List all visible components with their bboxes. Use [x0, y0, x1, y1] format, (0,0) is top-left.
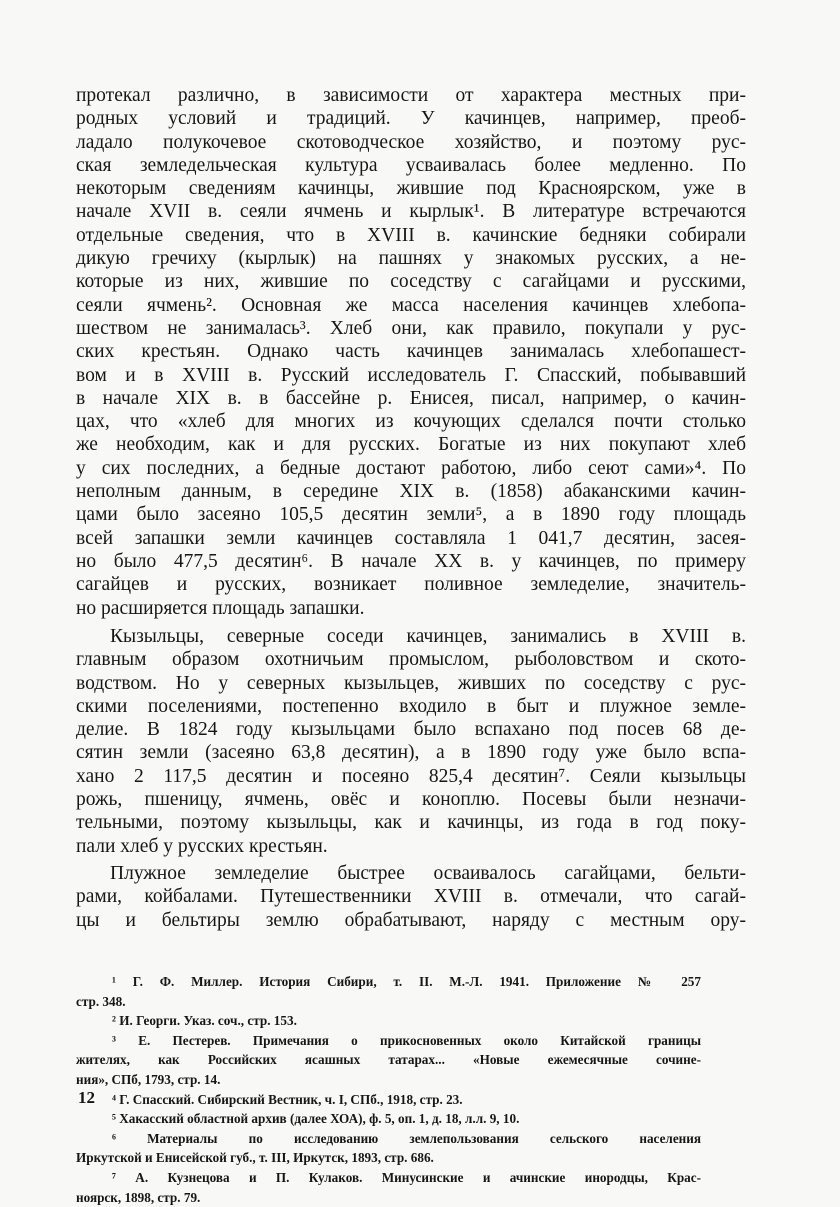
text-line: всей запашки земли качинцев составляла 1 041,7 десятин, засея- [76, 527, 746, 549]
footnote-2: ² И. Георги. Указ. соч., стр. 153. [112, 1013, 297, 1029]
text-line: рами, койбалами. Путешественники XVIII в. отмечали, что сагай- [76, 886, 746, 908]
text-line: ладало полукочевое скотоводческое хозяйство, и поэтому рус- [76, 131, 746, 153]
text-line: неполным данным, в середине XIX в. (1858) абаканскими качин- [76, 481, 746, 503]
text-line: главным образом охотничьим промыслом, рыболовством и ското- [76, 649, 746, 671]
text-line: начале XVII в. сеяли ячмень и кырлык¹. В литературе встречаются [76, 201, 746, 223]
footnote-6-cont: Иркутской и Енисейской губ., т. III, Иркутск, 1893, стр. 686. [76, 1150, 434, 1166]
main-text-paragraph-3 [76, 862, 746, 932]
main-text-paragraph-2 [76, 625, 746, 858]
text-line: водством. Но у северных кызыльцев, живших по соседству с рус- [76, 672, 746, 694]
text-line: протекал различно, в зависимости от характера местных при- [76, 85, 746, 106]
text-line: некоторым сведениям качинцы, жившие под Красноярском, уже в [76, 178, 746, 200]
text-line: цы и бельтиры землю обрабатывают, наряду с местным ору- [76, 909, 746, 931]
footnote-5: ⁵ Хакасский областной архив (далее ХОА), ф. 5, оп. 1, д. 18, л.л. 9, 10. [112, 1111, 520, 1127]
footnote-4: ⁴ Г. Спасский. Сибирский Вестник, ч. I, СПб., 1918, стр. 23. [112, 1091, 463, 1107]
text-line: ских крестьян. Однако часть качинцев занималась хлебопашест- [76, 341, 746, 363]
text-line: шеством не занималась³. Хлеб они, как правило, покупали у рус- [76, 317, 746, 339]
footnote-6: ⁶ Материалы по исследованию землепользования сельского населения [112, 1130, 701, 1146]
text-line: сеяли ячмень². Основная же масса населения качинцев хлебопа- [76, 294, 746, 316]
text-line: которые из них, жившие по соседству с сагайцами и русскими, [76, 271, 746, 293]
text-line: в начале XIX в. в бассейне р. Енисея, писал, например, о качин- [76, 387, 746, 409]
text-line: тельными, поэтому кызыльцы, как и качинцы, из года в год поку- [76, 812, 746, 834]
text-line: но расширяется площадь запашки. [76, 597, 365, 619]
text-line: у сих последних, а бедные достают работою, либо сеют сами»⁴. По [76, 457, 746, 479]
footnote-3-cont: ния», СПб, 1793, стр. 14. [76, 1071, 221, 1087]
page-number: 12 [78, 1088, 95, 1107]
main-text-paragraph-1 [76, 84, 746, 620]
text-line: же необходим, как и для русских. Богатые из них покупают хлеб [76, 434, 746, 456]
footnote-3-cont: жителях, как Российских ясашных татарах... «Новые ежемесячные сочине- [76, 1052, 701, 1068]
text-line: сятин земли (засеяно 63,8 десятин), а в 1890 году уже было вспа- [76, 742, 746, 764]
text-line: ская земледельческая культура усваивалась более медленно. По [76, 154, 746, 176]
footnote-7-cont: ноярск, 1898, стр. 79. [76, 1189, 201, 1205]
text-line: дикую гречиху (кырлык) на пашнях у знакомых русских, а не- [76, 248, 746, 270]
text-line: вом и в XVIII в. Русский исследователь Г. Спасский, побывавший [76, 364, 746, 386]
text-line: хано 2 117,5 десятин и посеяно 825,4 десятин⁷. Сеяли кызыльцы [76, 765, 746, 787]
footnote-1-cont: стр. 348. [76, 993, 126, 1009]
footnotes [76, 972, 701, 1207]
text-line: пали хлеб у русских крестьян. [76, 835, 328, 857]
footnote-1: ¹ Г. Ф. Миллер. История Сибири, т. II. М.-Л. 1941. Приложение № 257 [112, 974, 701, 989]
text-line: цами было засеяно 105,5 десятин земли⁵, а в 1890 году площадь [76, 504, 746, 526]
text-line: сагайцев и русских, возникает поливное земледелие, значитель- [76, 574, 746, 596]
text-line: рожь, пшеницу, ячмень, овёс и коноплю. Посевы были незначи- [76, 789, 746, 811]
text-line: Кызыльцы, северные соседи качинцев, занимались в XVIII в. [110, 626, 746, 647]
footnote-3: ³ Е. Пестерев. Примечания о прикосновенных около Китайской границы [112, 1032, 701, 1048]
text-line: отдельные сведения, что в XVIII в. качинские бедняки собирали [76, 224, 746, 246]
text-line: цах, что «хлеб для многих из кочующих сделался почти столько [76, 411, 746, 433]
text-line: скими поселениями, постепенно входило в быт и плужное земле- [76, 695, 746, 717]
text-line: Плужное земледелие быстрее осваивалось сагайцами, бельти- [110, 863, 746, 884]
text-line: но было 477,5 десятин⁶. В начале XX в. у качинцев, по примеру [76, 550, 746, 572]
text-line: родных условий и традиций. У качинцев, например, преоб- [76, 108, 746, 130]
footnote-7: ⁷ А. Кузнецова и П. Кулаков. Минусинские и ачинские инородцы, Крас- [112, 1169, 701, 1185]
text-line: делие. В 1824 году кызыльцами было вспахано под посев 68 де- [76, 719, 746, 741]
